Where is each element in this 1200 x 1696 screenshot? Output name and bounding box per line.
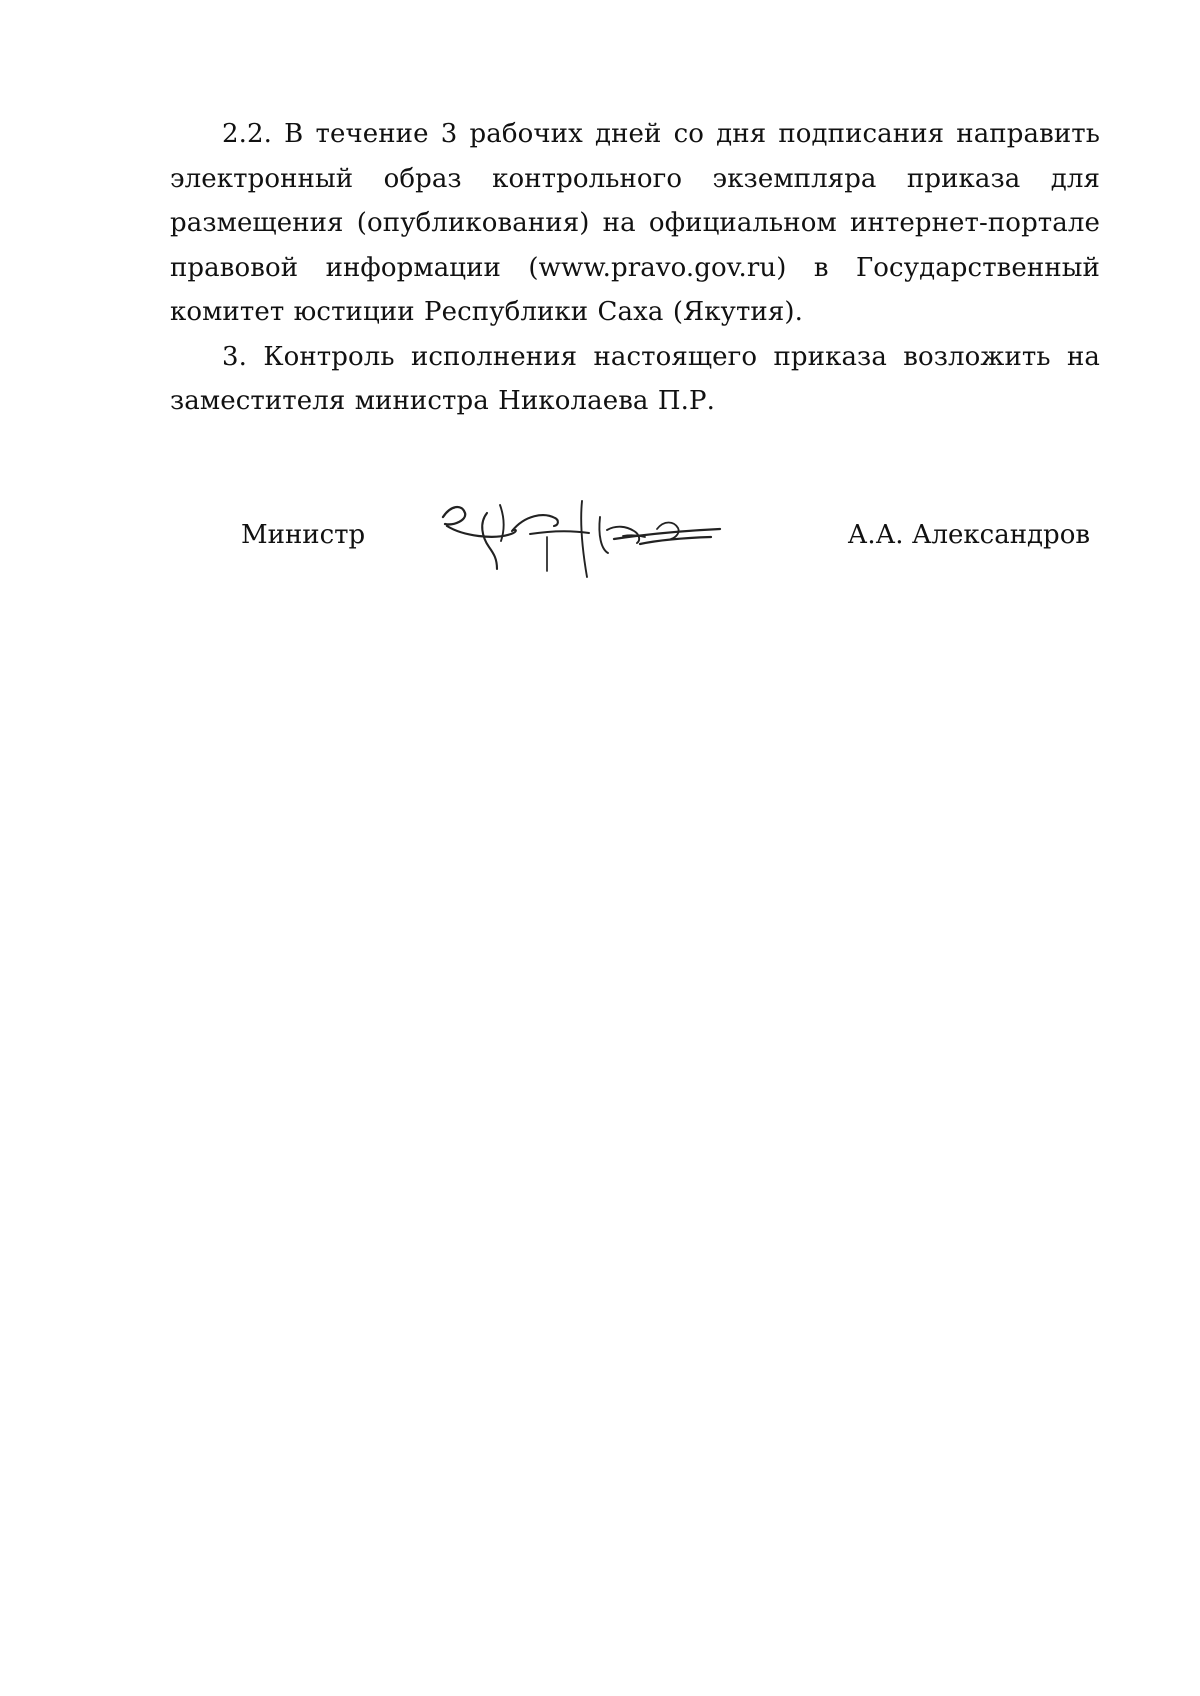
signature-block [0, 495, 1200, 605]
signatory-role: Министр [241, 520, 366, 550]
paragraph-2-2: 2.2. В течение 3 рабочих дней со дня подписания направить электронный образ контрольного экземпляра приказа для размещения (опубликования) на официальном интернет-портале правовой информации (www.pravo.gov.ru) в Государственный комитет юстиции Республики Саха (Якутия). [170, 119, 1100, 327]
handwritten-signature [433, 495, 753, 591]
signatory-name: А.А. Александров [847, 520, 1090, 550]
document-body [170, 112, 1100, 424]
paragraph-3: 3. Контроль исполнения настоящего приказа возложить на заместителя министра Николаева П.Р. [170, 341, 1100, 416]
